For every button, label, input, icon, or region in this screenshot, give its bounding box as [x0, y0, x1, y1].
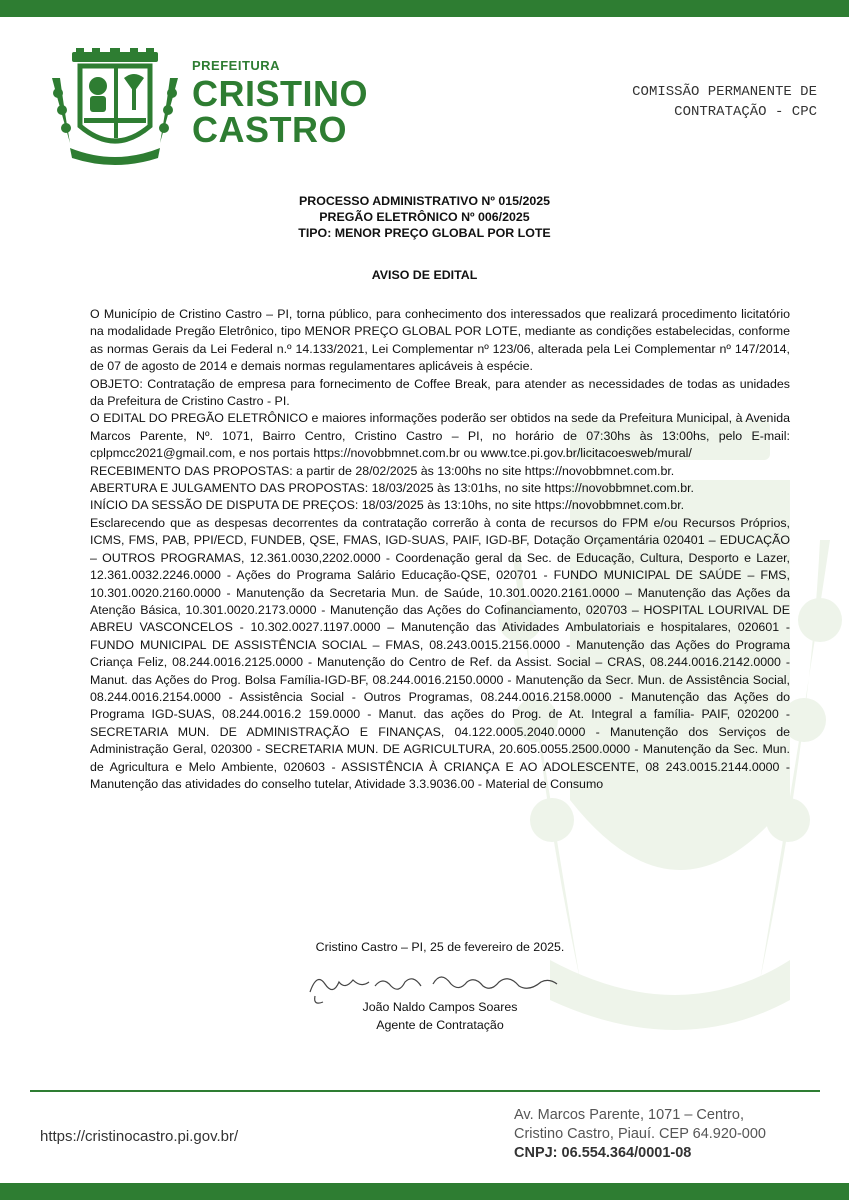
notice-title: AVISO DE EDITAL: [371, 268, 478, 282]
paragraph-dispute-start: INÍCIO DA SESSÃO DE DISPUTA DE PREÇOS: 18/03/2025 às 13:10hs, no site https://novobbmnet.com.br.: [90, 498, 685, 513]
signer-block: [90, 998, 790, 1034]
top-green-bar: [0, 0, 849, 17]
logo-line-1: CRISTINO: [192, 73, 369, 114]
coat-of-arms-icon: [50, 48, 180, 168]
committee-line-2: CONTRATAÇÃO - CPC: [674, 104, 817, 120]
address-line-1: Av. Marcos Parente, 1071 – Centro,: [514, 1107, 744, 1123]
place-date: Cristino Castro – PI, 25 de fevereiro de 2025.: [315, 940, 565, 954]
signer-name: João Naldo Campos Soares: [362, 1000, 518, 1014]
bottom-green-bar: [0, 1183, 849, 1200]
prefeitura-logo: [50, 48, 380, 168]
notice-body: [90, 306, 790, 793]
website-link[interactable]: https://cristinocastro.pi.gov.br/: [40, 1128, 239, 1145]
paragraph-intro: O Município de Cristino Castro – PI, torna público, para conhecimento dos interessados que realizará procedimento licitatório na modalidade Pregão Eletrônico, tipo MENOR PREÇO GLOBAL POR LOTE, mediante as condições estabelecidas, conforme as normas Gerais da Lei Federal n.º 14.133/2021, Lei Complementar nº 123/06, alterada pela Lei Complementar nº 147/2014, de 07 de agosto de 2014 e demais normas regulamentares aplicáveis à espécie.: [90, 307, 790, 374]
paragraph-opening: ABERTURA E JULGAMENTO DAS PROPOSTAS: 18/03/2025 às 13:01hs, no site https://novobbmnet.com.br.: [90, 481, 694, 496]
footer-divider: [30, 1090, 820, 1092]
paragraph-object: OBJETO: Contratação de empresa para fornecimento de Coffee Break, para atender as necessidades de todas as unidades da Prefeitura de Cristino Castro - PI.: [90, 376, 790, 409]
committee-header: [537, 82, 817, 122]
address-line-2: Cristino Castro, Piauí. CEP 64.920-000: [514, 1126, 767, 1142]
cnpj: CNPJ: 06.554.364/0001-08: [514, 1145, 692, 1161]
tender-type: TIPO: MENOR PREÇO GLOBAL POR LOTE: [298, 226, 551, 240]
signer-role: Agente de Contratação: [376, 1018, 504, 1032]
paragraph-proposal-receipt: RECEBIMENTO DAS PROPOSTAS: a partir de 28/02/2025 às 13:00hs no site https://novobbmnet.com.br.: [90, 463, 675, 478]
logo-city-name: [192, 73, 369, 150]
document-header: [90, 193, 759, 241]
process-number: PROCESSO ADMINISTRATIVO Nº 015/2025: [298, 194, 551, 208]
paragraph-edital-info: O EDITAL DO PREGÃO ELETRÔNICO e maiores informações poderão ser obtidos na sede da Prefeitura Municipal, à Avenida Marcos Parente, Nº. 1071, Bairro Centro, Cristino Castro – PI, no horário de 07:30hs às 13:00hs, pelo E-mail: cplpmcc2021@gmail.com, e nos portais https://novobbmnet.com.br ou www.tce.pi.gov.br/licitacoesweb/mural/: [90, 411, 790, 461]
logo-prefix: PREFEITURA: [192, 58, 281, 73]
footer-address: [514, 1106, 824, 1163]
pregao-number: PREGÃO ELETRÔNICO Nº 006/2025: [319, 210, 530, 224]
logo-line-2: CASTRO: [192, 109, 347, 150]
committee-line-1: COMISSÃO PERMANENTE DE: [632, 84, 817, 100]
paragraph-budget: Esclarecendo que as despesas decorrentes da contratação correrão à conta de recursos do FPM e/ou Recursos Próprios, ICMS, FMS, PAB, PPI/ECD, FUNDEB, QSE, FMAS, IGD-SUAS, PAIF, IGD-BF, Dotação Orçamentária 020401 – EDUCAÇÃO – OUTROS PROGRAMAS, 12.361.0030,2202.0000 - Coordenação geral da Sec. de Educação, Cultura, Desporto e Lazer, 12.361.0032.2246.0000 - Ações do Programa Salário Educação-QSE, 020701 - FUNDO MUNICIPAL DE SAÚDE – FMS, 10.301.0020.2160.0000 - Manutenção da Secretaria Mun. de Saúde, 10.301.0020.2161.0000 – Manutenção das Ações da Atenção Básica, 10.301.0020.2173.0000 - Manutenção das Ações do Cofinanciamento, 020703 – HOSPITAL LOURIVAL DE ABREU VASCONCELOS - 10.302.0027.1197.0000 – Manutenção das Atividades Ambulatoriais e hospitalares, 020601 - FUNDO MUNICIPAL DE ASSISTÊNCIA SOCIAL – FMAS, 08.243.0015.2156.0000 - Manutenção das Ações do Programa Criança Feliz, 08.244.0016.2125.0000 - Manutenção do Centro de Ref. da Assist. Social – CRAS, 08.244.0016.2142.0000 - Manut. das Ações do Prog. Bolsa Família-IGD-BF, 08.244.0016.2150.0000 - Manutenção da Secr. Mun. de Assistência Social, 08.244.0016.2154.0000 - Assistência Social - Outros Programas, 08.244.0016.2158.0000 - Manutenção das Ações do Programa IGD-SUAS, 08.244.0016.2 159.0000 - Manut. das ações do Prog. de At. Integral a família- PAIF, 020200 - SECRETARIA MUN. DE ADMINISTRAÇÃO E FINANÇAS, 04.122.0005.2040.0000 - Manutenção dos Serviços de Administração Geral, 020300 - SECRETARIA MUN. DE AGRICULTURA, 20.605.0055.2500.0000 - Manutenção da Sec. Mun. de Agricultura e Melo Ambiente, 020603 - ASSISTÊNCIA À CRIANÇA E AO ADOLESCENTE, 08 243.0015.2144.0000 - Manutenção das atividades do conselho tutelar, Atividade 3.3.9036.00 - Material de Consumo: [90, 515, 790, 791]
